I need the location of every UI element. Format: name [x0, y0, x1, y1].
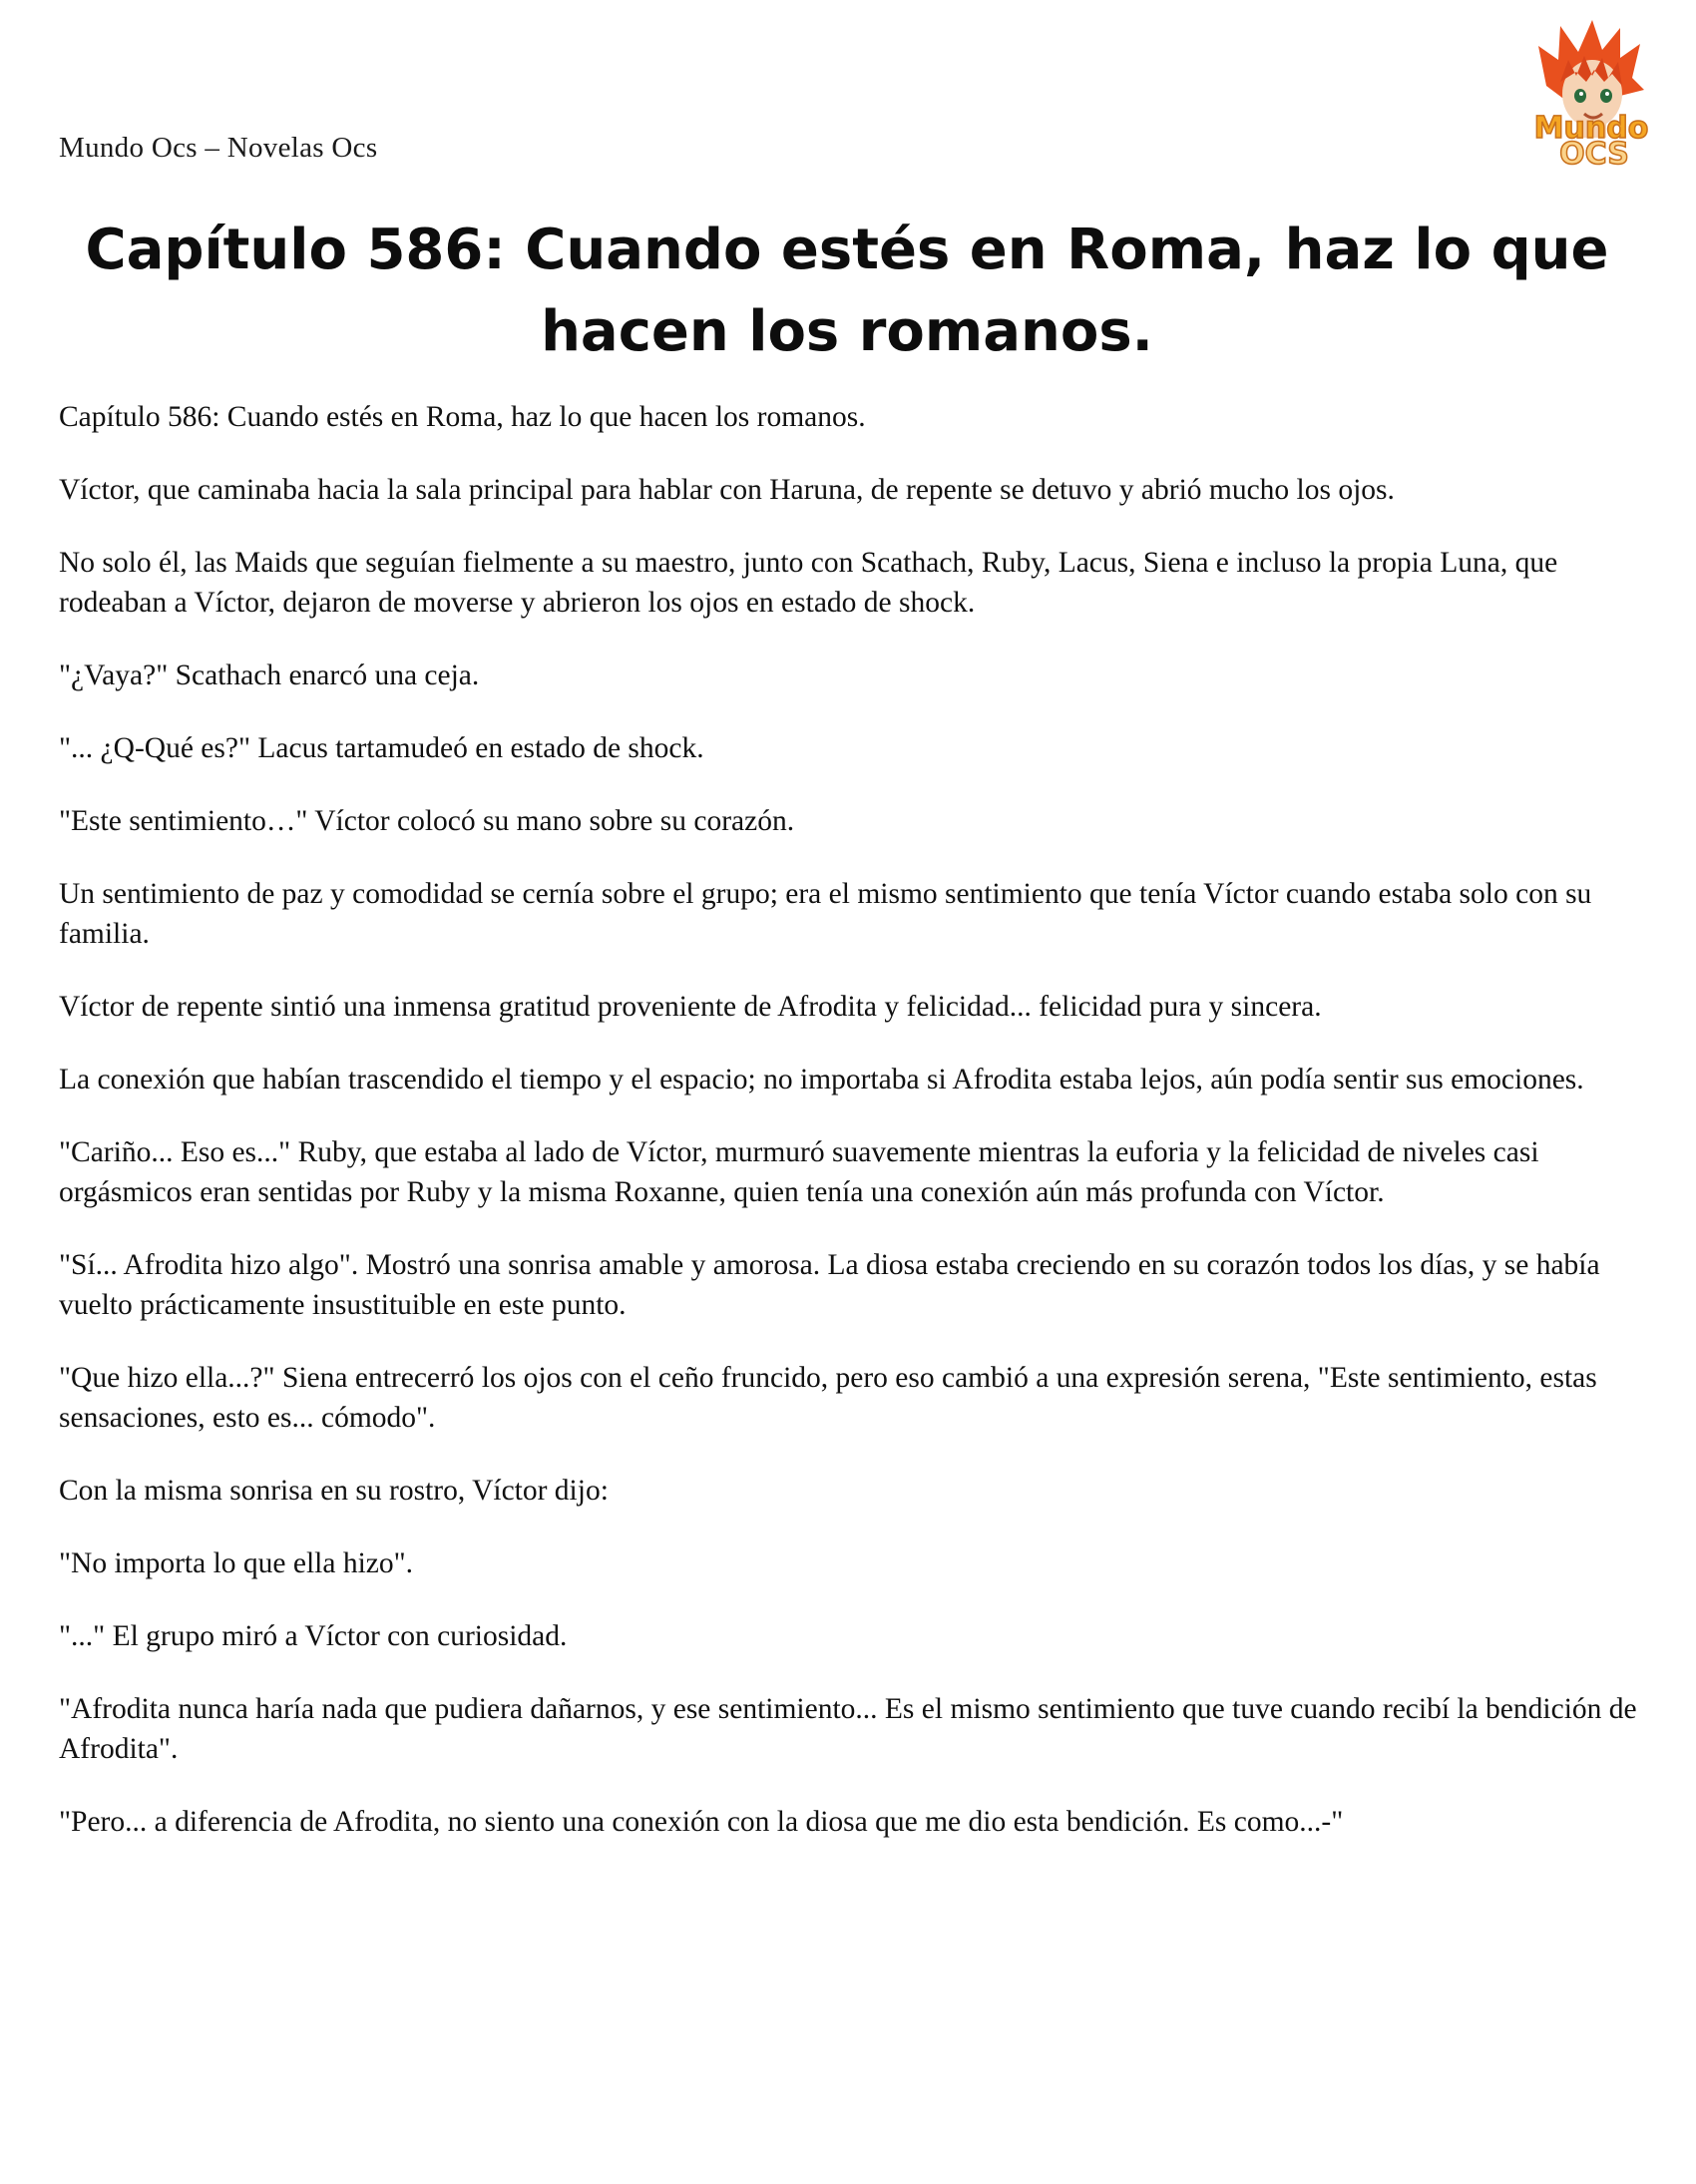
paragraph: "Pero... a diferencia de Afrodita, no siento una conexión con la diosa que me dio esta bendición. Es como...-" — [59, 1806, 1344, 1838]
logo-text-line2: OCS — [1559, 137, 1629, 168]
logo-text-line1: Mundo — [1533, 111, 1649, 146]
paragraph: "Sí... Afrodita hizo algo". Mostró una sonrisa amable y amorosa. La diosa estaba creciendo en su corazón todos los días, y se había vuelto prácticamente insustituible en este punto. — [59, 1249, 1600, 1321]
chapter-body — [59, 397, 1655, 1875]
paragraph: Víctor de repente sintió una inmensa gratitud proveniente de Afrodita y felicidad... felicidad pura y sincera. — [59, 991, 1322, 1023]
paragraph: "..." El grupo miró a Víctor con curiosidad. — [59, 1620, 568, 1652]
paragraph: "No importa lo que ella hizo". — [59, 1547, 414, 1579]
paragraph: "... ¿Q-Qué es?" Lacus tartamudeó en estado de shock. — [59, 732, 704, 764]
paragraph: Con la misma sonrisa en su rostro, Víctor dijo: — [59, 1475, 609, 1507]
paragraph: La conexión que habían trascendido el tiempo y el espacio; no importaba si Afrodita estaba lejos, aún podía sentir sus emociones. — [59, 1064, 1584, 1095]
paragraph: Capítulo 586: Cuando estés en Roma, haz lo que hacen los romanos. — [59, 401, 866, 433]
paragraph: No solo él, las Maids que seguían fielmente a su maestro, junto con Scathach, Ruby, Lacus, Siena e incluso la propia Luna, que rodeaban a Víctor, dejaron de moverse y abrieron los ojos en estado de shock. — [59, 547, 1558, 619]
mundo-ocs-logo-icon — [1516, 16, 1666, 168]
paragraph: "¿Vaya?" Scathach enarcó una ceja. — [59, 659, 480, 691]
paragraph: "Que hizo ella...?" Siena entrecerró los ojos con el ceño fruncido, pero eso cambió a una expresión serena, "Este sentimiento, estas sensaciones, esto es... cómodo". — [59, 1362, 1597, 1434]
chapter-title: Capítulo 586: Cuando estés en Roma, haz lo que hacen los romanos. — [85, 218, 1609, 364]
paragraph: "Afrodita nunca haría nada que pudiera dañarnos, y ese sentimiento... Es el mismo sentimiento que tuve cuando recibí la bendición de Afrodita". — [59, 1693, 1637, 1765]
paragraph: "Cariño... Eso es..." Ruby, que estaba al lado de Víctor, murmuró suavemente mientras la euforia y la felicidad de niveles casi orgásmicos eran sentidas por Ruby y la misma Roxanne, quien tenía una conexión aún más profunda con Víctor. — [59, 1136, 1539, 1208]
paragraph: Un sentimiento de paz y comodidad se cernía sobre el grupo; era el mismo sentimiento que tenía Víctor cuando estaba solo con su familia. — [59, 878, 1592, 950]
paragraph: "Este sentimiento…" Víctor colocó su mano sobre su corazón. — [59, 805, 795, 837]
site-header: Mundo Ocs – Novelas Ocs — [59, 132, 378, 164]
paragraph: Víctor, que caminaba hacia la sala principal para hablar con Haruna, de repente se detuvo y abrió mucho los ojos. — [59, 474, 1395, 506]
